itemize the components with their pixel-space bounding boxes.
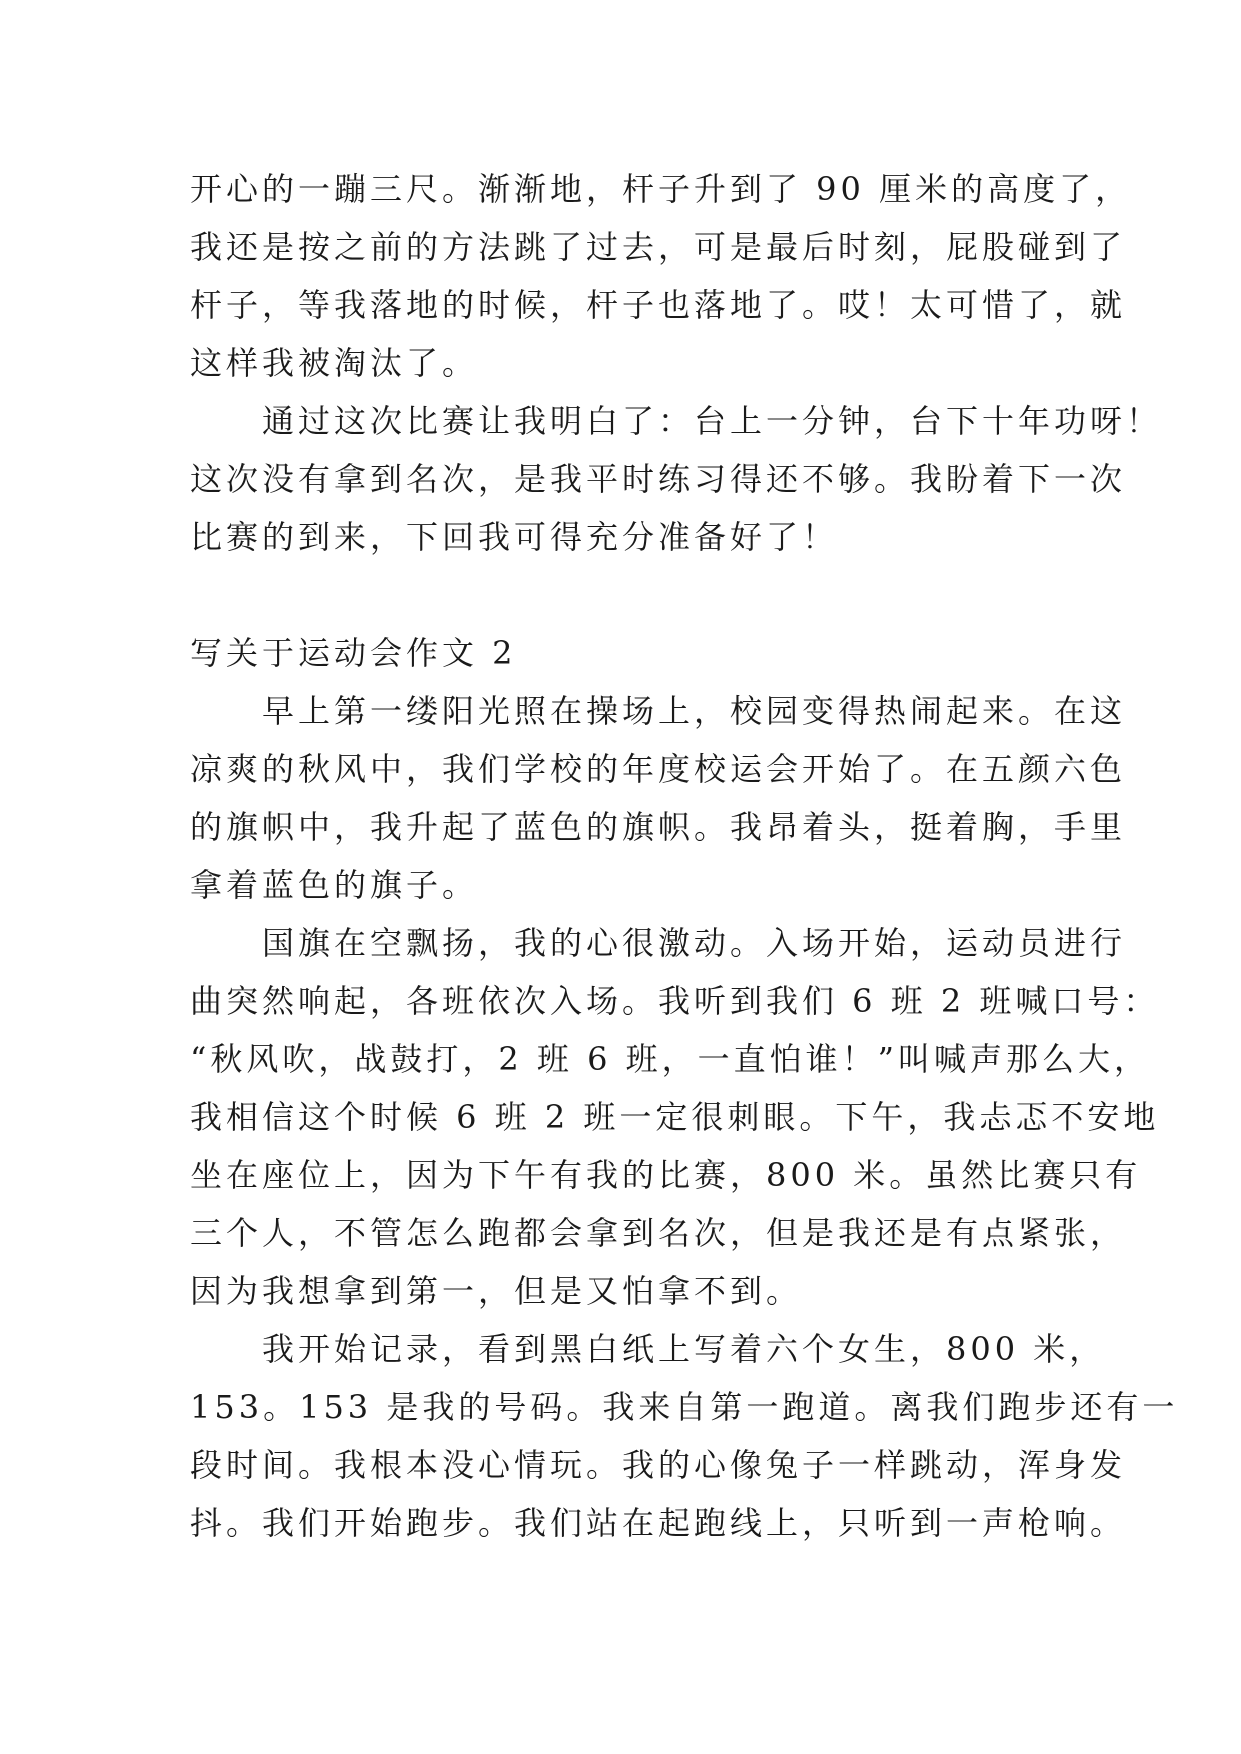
- text-line: 这次没有拿到名次，是我平时练习得还不够。我盼着下一次: [190, 460, 1127, 498]
- text-line: 我还是按之前的方法跳了过去，可是最后时刻，屁股碰到了: [190, 228, 1127, 266]
- text-line: 开心的一蹦三尺。渐渐地，杆子升到了 90 厘米的高度了，: [190, 170, 1132, 208]
- text-line: 三个人，不管怎么跑都会拿到名次，但是我还是有点紧张，: [190, 1214, 1127, 1252]
- text-line: 因为我想拿到第一，但是又怕拿不到。: [190, 1272, 803, 1310]
- text-line: 我相信这个时候 6 班 2 班一定很刺眼。下午，我忐忑不安地: [190, 1098, 1160, 1136]
- essay-part-2: [190, 682, 1179, 1552]
- text-line: 凉爽的秋风中，我们学校的年度校运会开始了。在五颜六色: [190, 750, 1127, 788]
- document-body: [190, 160, 1179, 1552]
- text-line: 抖。我们开始跑步。我们站在起跑线上，只听到一声枪响。: [190, 1504, 1127, 1542]
- text-line: 我开始记录，看到黑白纸上写着六个女生，800 米，: [190, 1330, 1106, 1368]
- essay-part-1: [190, 160, 1163, 566]
- text-line: 比赛的到来，下回我可得充分准备好了！: [190, 518, 839, 556]
- text-line: 通过这次比赛让我明白了：台上一分钟，台下十年功呀！: [190, 402, 1163, 440]
- essay-title-2: 写关于运动会作文 2: [190, 634, 517, 672]
- text-line: 这样我被淘汰了。: [190, 344, 479, 382]
- text-line: 国旗在空飘扬，我的心很激动。入场开始，运动员进行: [190, 924, 1127, 962]
- text-line: 段时间。我根本没心情玩。我的心像兔子一样跳动，浑身发: [190, 1446, 1127, 1484]
- text-line: 坐在座位上，因为下午有我的比赛，800 米。虽然比赛只有: [190, 1156, 1142, 1194]
- text-line: “秋风吹，战鼓打，2 班 6 班，一直怕谁！”叫喊声那么大，: [190, 1040, 1150, 1078]
- text-line: 杆子，等我落地的时候，杆子也落地了。哎！太可惜了，就: [190, 286, 1127, 324]
- text-line: 的旗帜中，我升起了蓝色的旗帜。我昂着头，挺着胸，手里: [190, 808, 1127, 846]
- text-line: 早上第一缕阳光照在操场上，校园变得热闹起来。在这: [190, 692, 1127, 730]
- text-line: 153。153 是我的号码。我来自第一跑道。离我们跑步还有一: [190, 1388, 1179, 1426]
- text-line: 曲突然响起，各班依次入场。我听到我们 6 班 2 班喊口号：: [190, 982, 1160, 1020]
- text-line: 拿着蓝色的旗子。: [190, 866, 479, 904]
